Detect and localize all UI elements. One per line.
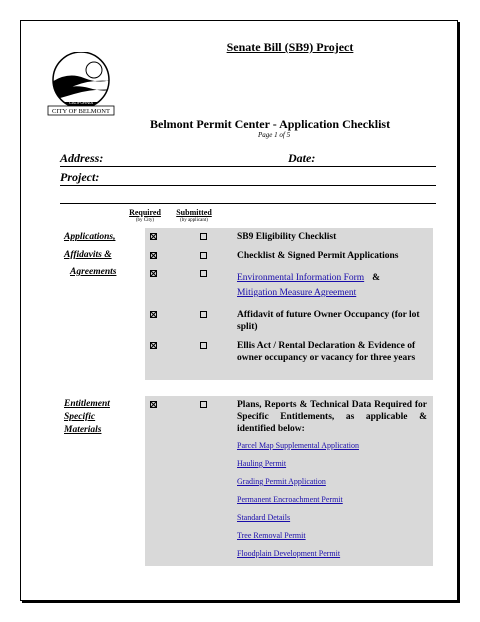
city-logo (44, 52, 118, 116)
required-checkbox-sb9[interactable] (150, 233, 157, 240)
checklist-title: Belmont Permit Center - Application Checklist (150, 117, 391, 131)
submitted-checkbox-affidavit[interactable] (200, 311, 207, 318)
grading-permit-link[interactable]: Grading Permit Application (237, 477, 326, 486)
submitted-checkbox-sb9[interactable] (200, 233, 207, 240)
submitted-checkbox-environmental[interactable] (200, 270, 207, 277)
section-applications-line3: Agreements (70, 267, 117, 277)
item-plans-reports: Plans, Reports & Technical Data Required for Specific Entitlements, as applicable & identified below: (237, 400, 427, 434)
floodplain-permit-link[interactable]: Floodplain Development Permit (237, 549, 341, 558)
required-checkbox-ellis[interactable] (150, 342, 157, 349)
submitted-header: Submitted (176, 208, 212, 217)
required-checkbox-checklist[interactable] (150, 252, 157, 259)
standard-details-link[interactable]: Standard Details (237, 513, 291, 522)
divider-line (60, 203, 436, 204)
page-number: Page 1 of 5 (258, 131, 291, 139)
section-entitlement-line3: Materials (64, 425, 102, 435)
logo-text-top: CALIFORNIA (68, 100, 94, 105)
item-checklist-applications: Checklist & Signed Permit Applications (237, 251, 399, 261)
required-header: Required (129, 208, 161, 217)
project-label: Project: (60, 170, 100, 184)
required-checkbox-environmental[interactable] (150, 270, 157, 277)
section-applications-line2: Affidavits & (64, 250, 112, 260)
section-entitlement-line1: Entitlement (64, 399, 110, 409)
section-applications-line1: Applications, (64, 232, 116, 242)
required-checkbox-affidavit[interactable] (150, 311, 157, 318)
submitted-checkbox-checklist[interactable] (200, 252, 207, 259)
logo-text-bottom: CITY OF BELMONT (52, 108, 110, 115)
item-ellis-act: Ellis Act / Rental Declaration & Evidence of owner occupancy or vacancy for three years (237, 341, 416, 363)
encroachment-permit-link[interactable]: Permanent Encroachment Permit (237, 495, 343, 504)
hauling-permit-link[interactable]: Hauling Permit (237, 459, 287, 468)
submitted-checkbox-plans[interactable] (200, 401, 207, 408)
required-subheader: (by City) (135, 218, 155, 223)
address-line[interactable] (60, 166, 436, 167)
mitigation-agreement-link[interactable]: Mitigation Measure Agreement (237, 288, 357, 298)
project-line[interactable] (60, 185, 436, 186)
item-affidavit: Affidavit of future Owner Occupancy (for lot split) (237, 310, 420, 332)
parcel-map-link[interactable]: Parcel Map Supplemental Application (237, 441, 359, 450)
address-label: Address: (60, 151, 104, 165)
date-label: Date: (288, 151, 316, 165)
document-title: Senate Bill (SB9) Project (226, 40, 354, 54)
environmental-form-link[interactable]: Environmental Information Form (237, 273, 365, 283)
submitted-subheader: (by applicant) (180, 218, 208, 223)
tree-removal-link[interactable]: Tree Removal Permit (237, 531, 306, 540)
ampersand: & (372, 273, 381, 283)
section-entitlement-line2: Specific (64, 412, 96, 422)
required-checkbox-plans[interactable] (150, 401, 157, 408)
item-sb9-checklist: SB9 Eligibility Checklist (237, 232, 337, 242)
submitted-checkbox-ellis[interactable] (200, 342, 207, 349)
